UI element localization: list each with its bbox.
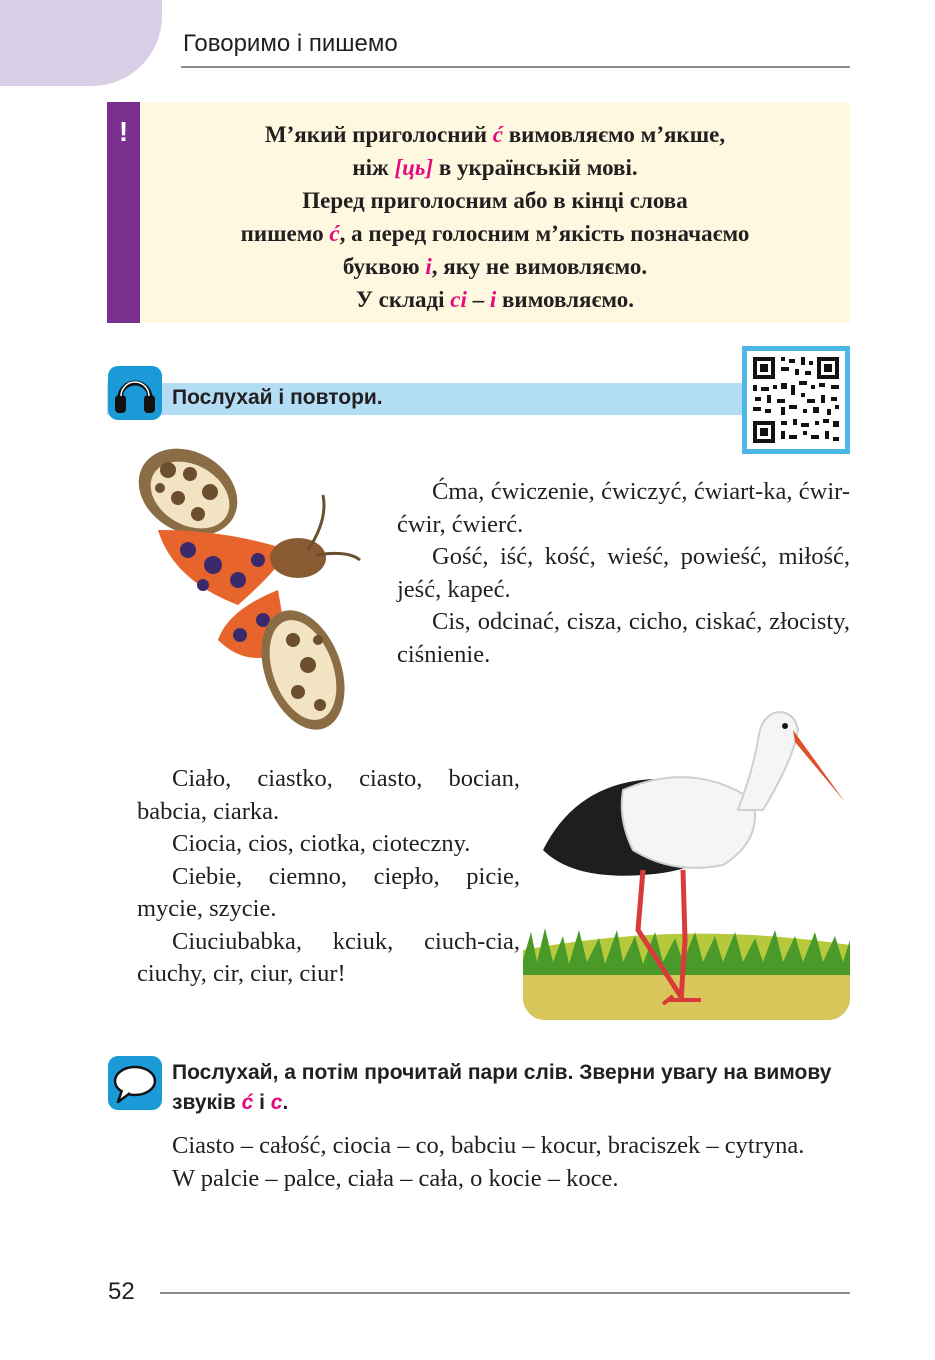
highlight-letter: ć xyxy=(492,122,503,147)
task-instruction-listen: Послухай і повтори. xyxy=(172,386,383,409)
task-instruction-pairs xyxy=(172,1058,852,1118)
highlight-letter: ć xyxy=(329,221,340,246)
rule-text xyxy=(140,118,850,316)
rule-text-segment: ніж xyxy=(352,155,395,180)
rule-line-1 xyxy=(140,118,850,151)
exclamation-icon: ! xyxy=(118,116,129,147)
page-number: 52 xyxy=(108,1278,135,1305)
header-rule xyxy=(181,66,850,68)
word-pairs xyxy=(137,1130,850,1195)
rule-line-6 xyxy=(140,283,850,316)
word-list-paragraph: Cis, odcinać, cisza, cicho, ciskać, złocisty, ciśnienie. xyxy=(397,608,850,668)
word-list-paragraph: Gość, iść, kość, wieść, powieść, miłość, jeść, kapeć. xyxy=(397,543,850,603)
word-list-paragraph: Ciało, ciastko, ciasto, bocian, babcia, ciarka. xyxy=(137,765,520,825)
rule-line-3: Перед приголосним або в кінці слова xyxy=(302,188,688,213)
rule-box xyxy=(107,102,850,323)
moth-illustration xyxy=(128,440,368,740)
highlight-letter: i xyxy=(425,254,432,279)
rule-text-segment: М’який приголосний xyxy=(264,122,493,147)
task-text-segment: Послухай, а потім прочитай пари слів. Зверни увагу на вимову звуків xyxy=(172,1061,832,1114)
rule-text-segment: вимовляємо. xyxy=(496,287,634,312)
rule-text-segment: – xyxy=(466,287,490,312)
highlight-letter: ć xyxy=(241,1091,254,1114)
rule-text-segment: буквою xyxy=(342,254,426,279)
page-header-title: Говоримо і пишемо xyxy=(183,30,398,57)
corner-tab xyxy=(0,0,162,86)
task-text-segment: . xyxy=(282,1091,289,1114)
highlight-letter: i xyxy=(489,287,497,312)
rule-text-segment: У складі xyxy=(355,287,451,312)
rule-text-segment: , а перед голосним м’якість позначаємо xyxy=(339,221,750,246)
rule-text-segment: пишемо xyxy=(240,221,330,246)
highlight-sound: [ць] xyxy=(394,155,434,180)
qr-code[interactable] xyxy=(742,346,850,454)
rule-text-segment: в українській мові. xyxy=(433,155,638,180)
headphones-icon[interactable] xyxy=(108,366,162,420)
rule-text-segment: , яку не вимовляємо. xyxy=(431,254,648,279)
rule-text-segment: вимовляємо м’якше, xyxy=(502,122,726,147)
word-list-paragraph: Ćma, ćwiczenie, ćwiczyć, ćwiart-ka, ćwir-ćwir, ćwierć. xyxy=(397,478,850,538)
word-pairs-paragraph: W palcie – palce, ciała – cała, o kocie – koce. xyxy=(172,1164,619,1192)
highlight-letter: c xyxy=(270,1091,283,1114)
rule-line-2 xyxy=(140,151,850,184)
speech-bubble-icon[interactable] xyxy=(108,1056,162,1110)
word-list-1 xyxy=(397,476,850,671)
word-list-paragraph: Ciocia, cios, ciotka, cioteczny. xyxy=(172,830,471,857)
word-list-2 xyxy=(137,763,520,991)
stork-illustration xyxy=(523,700,850,1020)
word-list-paragraph: Ciebie, ciemno, ciepło, picie, mycie, szycie. xyxy=(137,862,520,922)
footer-rule xyxy=(160,1292,850,1294)
task-text-segment: і xyxy=(253,1091,271,1114)
rule-line-5 xyxy=(140,250,850,283)
rule-line-4 xyxy=(140,217,850,250)
word-list-paragraph: Ciuciubabka, kciuk, ciuch-cia, ciuchy, cir, ciur, ciur! xyxy=(137,927,520,987)
word-pairs-paragraph: Ciasto – całość, ciocia – co, babciu – kocur, braciszek – cytryna. xyxy=(172,1132,805,1159)
highlight-syllable: ci xyxy=(450,287,467,312)
